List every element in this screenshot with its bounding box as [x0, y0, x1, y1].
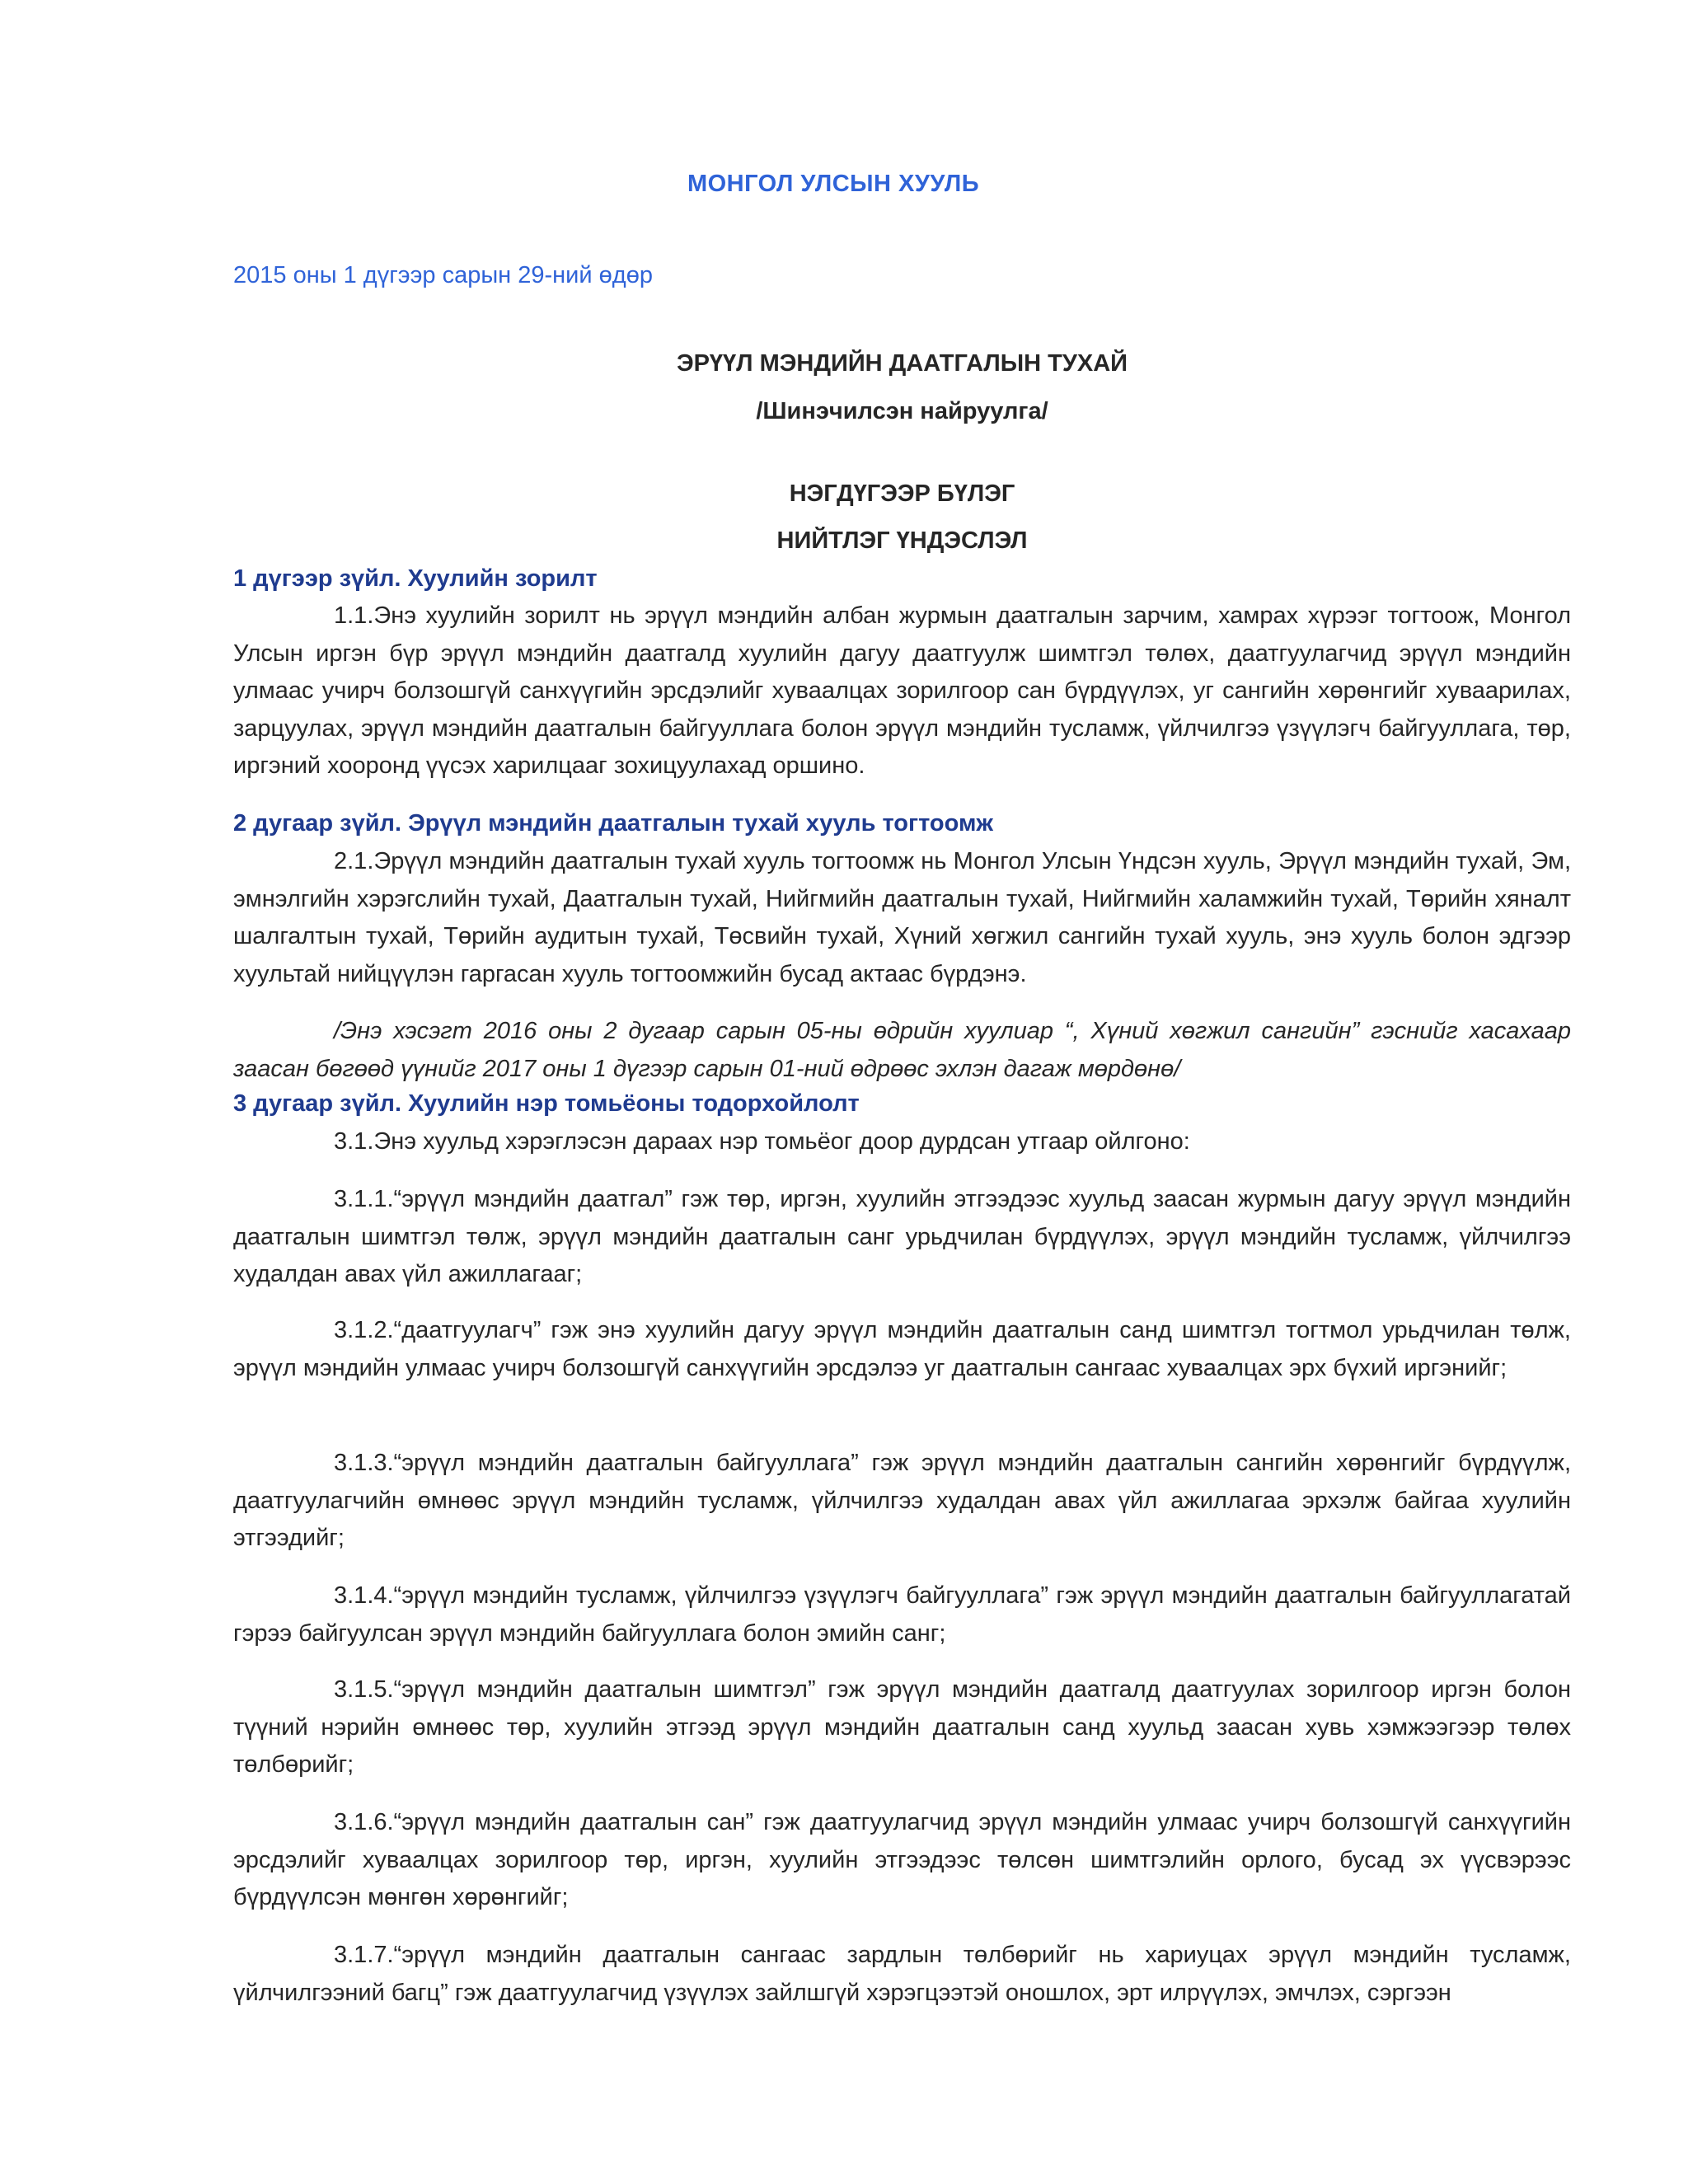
article-3-definition-4: 3.1.4.“эрүүл мэндийн тусламж, үйлчилгээ үзүүлэгч байгууллага” гэж эрүүл мэндийн даатгалын байгууллагатай гэрээ байгуулсан эрүүл мэндийн байгууллага болон эмийн санг;: [233, 1582, 1571, 1647]
chapter-number: НЭГДҮГЭЭР БҮЛЭГ: [789, 480, 1015, 507]
article-2-heading: 2 дугаар зүйл. Эрүүл мэндийн даатгалын тухай хууль тогтоомж: [233, 810, 993, 837]
article-3-definition-5: 3.1.5.“эрүүл мэндийн даатгалын шимтгэл” гэж эрүүл мэндийн даатгалд даатгуулах зорилгоор иргэн болон түүний нэрийн өмнөөс төр, хуулийн этгээд эрүүл мэндийн даатгалын санд хуульд заасан хувь хэмжээгээр төлөх төлбөрийг;: [233, 1676, 1571, 1778]
article-2-paragraph-1: 2.1.Эрүүл мэндийн даатгалын тухай хууль тогтоомж нь Монгол Улсын Үндсэн хууль, Эрүүл мэндийн тухай, Эм, эмнэлгийн хэрэгслийн тухай, Даатгалын тухай, Нийгмийн даатгалын тухай, Нийгмийн халамжийн тухай, Төрийн хяналт шалгалтын тухай, Төрийн аудитын тухай, Төсвийн тухай, Хүний хөгжил сангийн тухай хууль, энэ хууль болон эдгээр хуультай нийцүүлэн гаргасан хууль тогтоомжийн бусад актаас бүрдэнэ.: [233, 848, 1571, 987]
article-3-definition-3: 3.1.3.“эрүүл мэндийн даатгалын байгууллага” гэж эрүүл мэндийн даатгалын сангийн хөрөнгийг бүрдүүлж, даатгуулагчийн өмнөөс эрүүл мэндийн тусламж, үйлчилгээ худалдан авах үйл ажиллагаа эрхэлж байгаа хуулийн этгээдийг;: [233, 1450, 1571, 1551]
document-title: ЭРҮҮЛ МЭНДИЙН ДААТГАЛЫН ТУХАЙ: [676, 350, 1128, 377]
article-1-heading: 1 дүгээр зүйл. Хуулийн зорилт: [233, 565, 598, 592]
article-1-paragraph-1: 1.1.Энэ хуулийн зорилт нь эрүүл мэндийн албан журмын даатгалын зарчим, хамрах хүрээг тогтоож, Монгол Улсын иргэн бүр эрүүл мэндийн даатгалд хуулийн дагуу даатгуулж шимтгэл төлөх, даатгуулагчид эрүүл мэндийн улмаас учирч болзошгүй санхүүгийн эрсдэлийг хуваалцах зорилгоор сан бүрдүүлэх, уг сангийн хөрөнгийг хуваарилах, зарцуулах, эрүүл мэндийн даатгалын байгууллага болон эрүүл мэндийн тусламж, үйлчилгээ үзүүлэгч байгууллага, төр, иргэний хооронд үүсэх харилцааг зохицуулахад оршино.: [233, 602, 1571, 779]
document-body: [233, 0, 1571, 2184]
article-3-paragraph-1: 3.1.Энэ хуульд хэрэглэсэн дараах нэр томьёог доор дурдсан утгаар ойлгоно:: [334, 1128, 1190, 1155]
article-2-amendment-note: /Энэ хэсэгт 2016 оны 2 дугаар сарын 05-ны өдрийн хуулиар “, Хүний хөгжил сангийн” гэснийг хасахаар заасан бөгөөд үүнийг 2017 оны 1 дүгээр сарын 01-ний өдрөөс эхлэн дагаж мөрдөнө/: [233, 1018, 1571, 1082]
article-3-definition-6: 3.1.6.“эрүүл мэндийн даатгалын сан” гэж даатгуулагчид эрүүл мэндийн улмаас учирч болзошгүй санхүүгийн эрсдэлийг хуваалцах зорилгоор төр, иргэн, хуулийн этгээдээс төлсөн шимтгэлийн орлого, бусад эх үүсвэрээс бүрдүүлсэн мөнгөн хөрөнгийг;: [233, 1809, 1571, 1910]
document-subtitle: /Шинэчилсэн найруулга/: [756, 398, 1048, 424]
chapter-name: НИЙТЛЭГ ҮНДЭСЛЭЛ: [776, 527, 1028, 554]
article-3-definition-7: 3.1.7.“эрүүл мэндийн даатгалын сангаас зардлын төлбөрийг нь хариуцах эрүүл мэндийн тусламж, үйлчилгээний багц” гэж даатгуулагчид үзүүлэх зайлшгүй хэрэгцээтэй оношлох, эрт илрүүлэх, эмчлэх, сэргээн: [233, 1942, 1571, 2006]
article-3-heading: 3 дугаар зүйл. Хуулийн нэр томьёоны тодорхойлолт: [233, 1090, 860, 1117]
enactment-date: 2015 оны 1 дүгээр сарын 29-ний өдөр: [233, 262, 653, 288]
article-3-definition-2: 3.1.2.“даатгуулагч” гэж энэ хуулийн дагуу эрүүл мэндийн даатгалын санд шимтгэл тогтмол урьдчилан төлж, эрүүл мэндийн улмаас учирч болзошгүй санхүүгийн эрсдэлээ уг даатгалын сангаас хуваалцах эрх бүхий иргэнийг;: [233, 1317, 1571, 1381]
law-title: МОНГОЛ УЛСЫН ХУУЛЬ: [687, 171, 980, 197]
article-3-definition-1: 3.1.1.“эрүүл мэндийн даатгал” гэж төр, иргэн, хуулийн этгээдээс хуульд заасан журмын дагуу эрүүл мэндийн даатгалын шимтгэл төлж, эрүүл мэндийн даатгалын санг урьдчилан бүрдүүлэх, эрүүл мэндийн тусламж, үйлчилгээ худалдан авах үйл ажиллагааг;: [233, 1186, 1571, 1287]
